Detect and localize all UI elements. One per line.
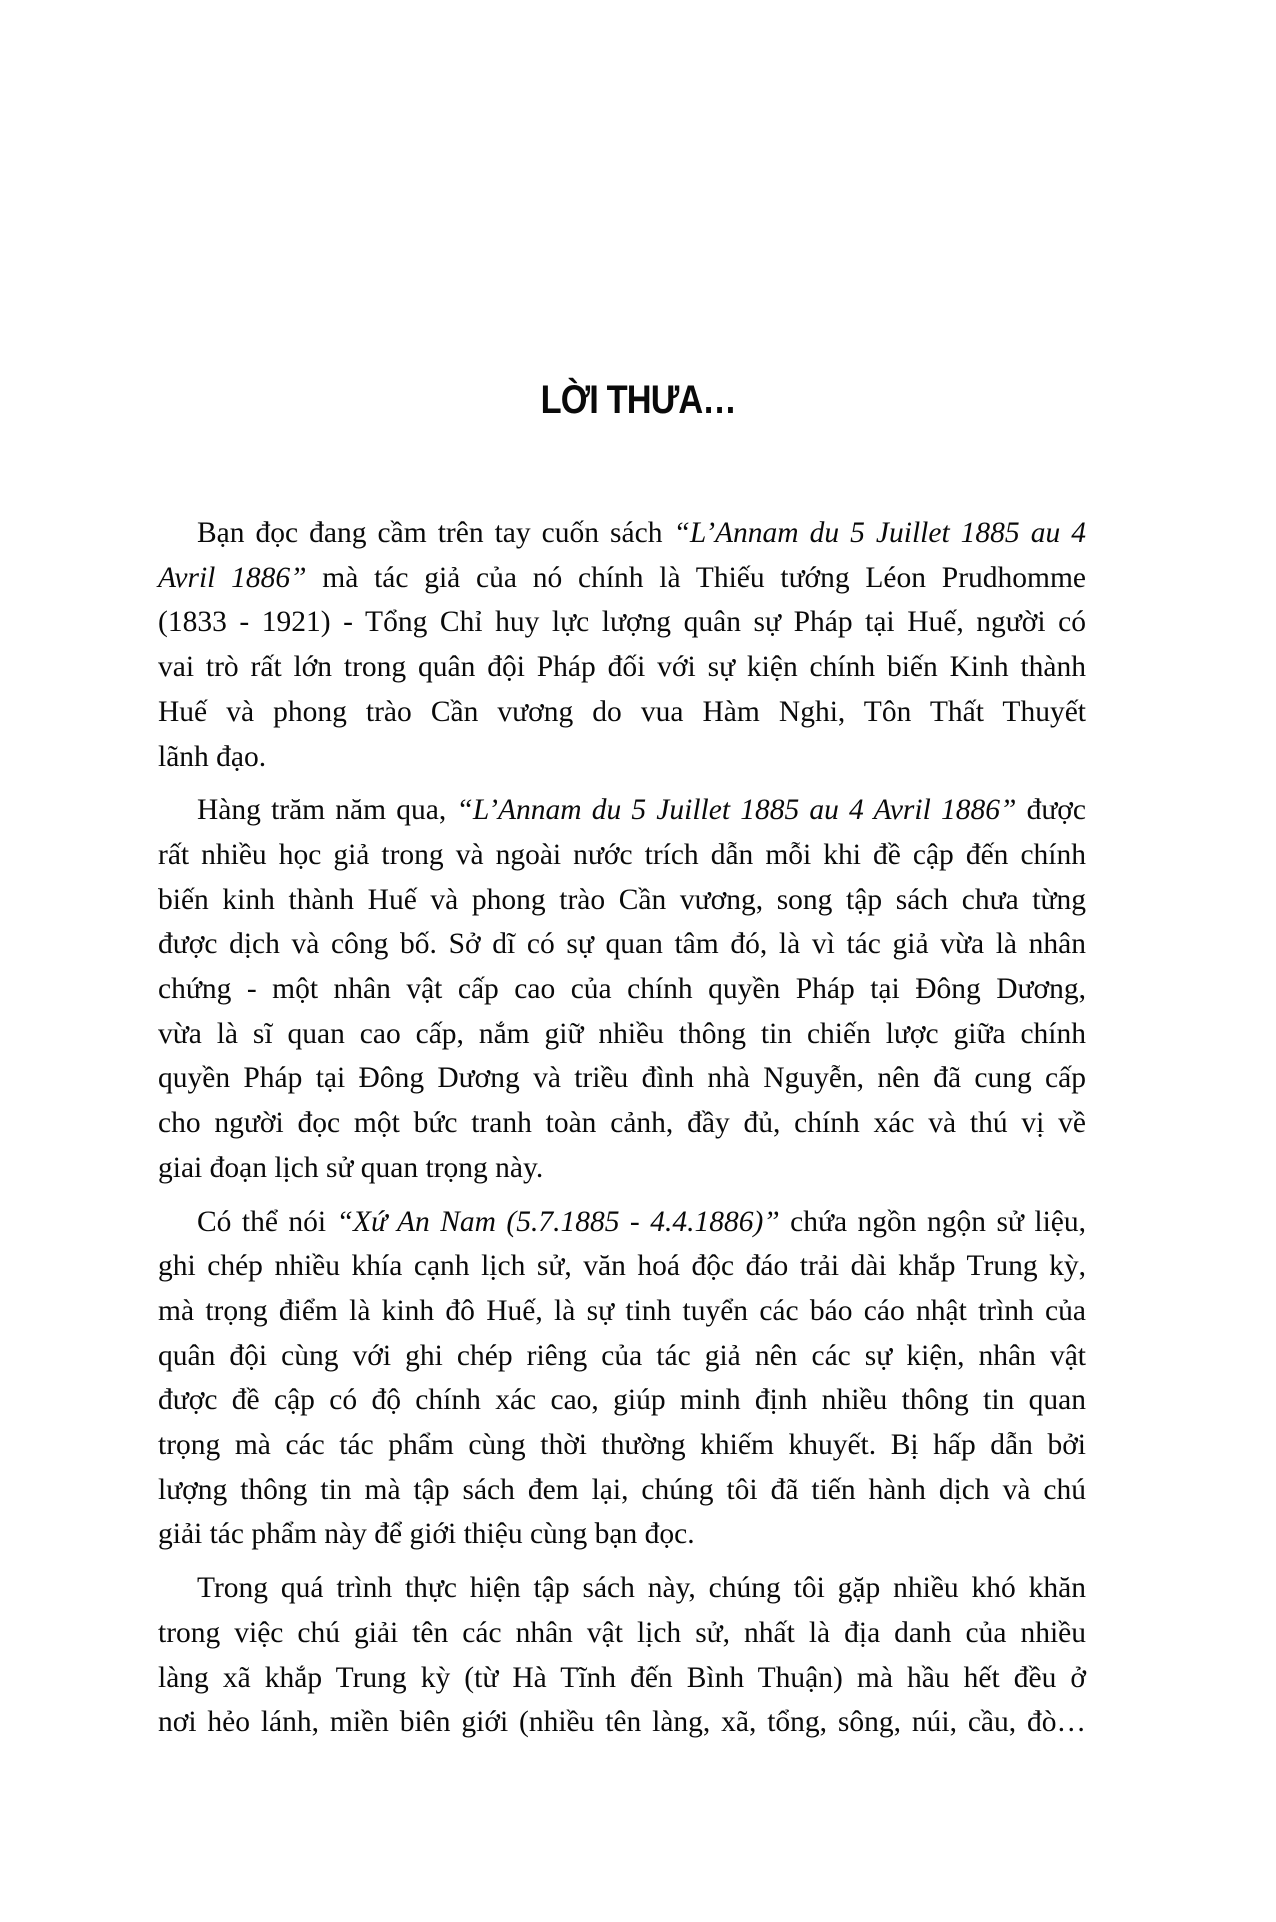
text-line: nơi hẻo lánh, miền biên giới (nhiều tên làng, xã, tổng, sông, núi, cầu, đò… (158, 1706, 1086, 1739)
text-line: Bạn đọc đang cầm trên tay cuốn sách “L’Annam du 5 Juillet 1885 au 4 (197, 517, 1086, 549)
body-text (158, 511, 1086, 1754)
text-line: trong việc chú giải tên các nhân vật lịch sử, nhất là địa danh của nhiều (158, 1616, 1086, 1649)
text-line: được dịch và công bố. Sở dĩ có sự quan tâm đó, là vì tác giả vừa là nhân (158, 928, 1086, 961)
text-line: Hàng trăm năm qua, “L’Annam du 5 Juillet 1885 au 4 Avril 1886” được (197, 794, 1086, 827)
text-line: Avril 1886” mà tác giả của nó chính là Thiếu tướng Léon Prudhomme (158, 561, 1086, 594)
text-line: biến kinh thành Huế và phong trào Cần vương, song tập sách chưa từng (158, 883, 1086, 916)
paragraph (158, 1200, 1086, 1558)
text-line: vai trò rất lớn trong quân đội Pháp đối với sự kiện chính biến Kinh thành (158, 651, 1086, 684)
text-line: Huế và phong trào Cần vương do vua Hàm Nghi, Tôn Thất Thuyết (158, 695, 1086, 728)
text-line: chứng - một nhân vật cấp cao của chính quyền Pháp tại Đông Dương, (158, 973, 1086, 1006)
text-line: lượng thông tin mà tập sách đem lại, chúng tôi đã tiến hành dịch và chú (158, 1473, 1086, 1506)
text-line: mà trọng điểm là kinh đô Huế, là sự tinh tuyển các báo cáo nhật trình của (158, 1294, 1086, 1327)
text-line: giai đoạn lịch sử quan trọng này. (158, 1151, 544, 1184)
text-line: vừa là sĩ quan cao cấp, nắm giữ nhiều thông tin chiến lược giữa chính (158, 1017, 1086, 1050)
book-title-italic: “L’Annam du 5 Juillet 1885 au 4 Avril 1886” (456, 794, 1017, 827)
text-line: được đề cập có độ chính xác cao, giúp minh định nhiều thông tin quan (158, 1384, 1086, 1417)
text-line: quyền Pháp tại Đông Dương và triều đình nhà Nguyễn, nên đã cung cấp (158, 1062, 1086, 1095)
text-line: rất nhiều học giả trong và ngoài nước trích dẫn mỗi khi đề cập đến chính (158, 838, 1086, 871)
book-title-italic: “L’Annam du 5 Juillet 1885 au 4 (673, 517, 1086, 549)
text-line: quân đội cùng với ghi chép riêng của tác giả nên các sự kiện, nhân vật (158, 1339, 1086, 1372)
text-line: làng xã khắp Trung kỳ (từ Hà Tĩnh đến Bình Thuận) mà hầu hết đều ở (158, 1661, 1086, 1694)
text-line: lãnh đạo. (158, 740, 267, 773)
text-line: giải tác phẩm này để giới thiệu cùng bạn đọc. (158, 1518, 695, 1551)
paragraph (158, 1566, 1086, 1745)
text-line: cho người đọc một bức tranh toàn cảnh, đầy đủ, chính xác và thú vị về (158, 1107, 1086, 1140)
book-title-italic: “Xứ An Nam (5.7.1885 - 4.4.1886)” (336, 1205, 780, 1238)
paragraph (158, 511, 1086, 779)
text-line: trọng mà các tác phẩm cùng thời thường khiếm khuyết. Bị hấp dẫn bởi (158, 1429, 1086, 1462)
text-line: Trong quá trình thực hiện tập sách này, chúng tôi gặp nhiều khó khăn (197, 1572, 1086, 1605)
book-title-italic: Avril 1886” (158, 561, 307, 594)
page-title: LỜI THƯA… (540, 378, 736, 422)
text-line: Có thể nói “Xứ An Nam (5.7.1885 - 4.4.1886)” chứa ngồn ngộn sử liệu, (197, 1205, 1086, 1238)
paragraph (158, 788, 1086, 1190)
text-line: ghi chép nhiều khía cạnh lịch sử, văn hoá độc đáo trải dài khắp Trung kỳ, (158, 1250, 1086, 1283)
text-line: (1833 - 1921) - Tổng Chỉ huy lực lượng quân sự Pháp tại Huế, người có (158, 606, 1086, 639)
